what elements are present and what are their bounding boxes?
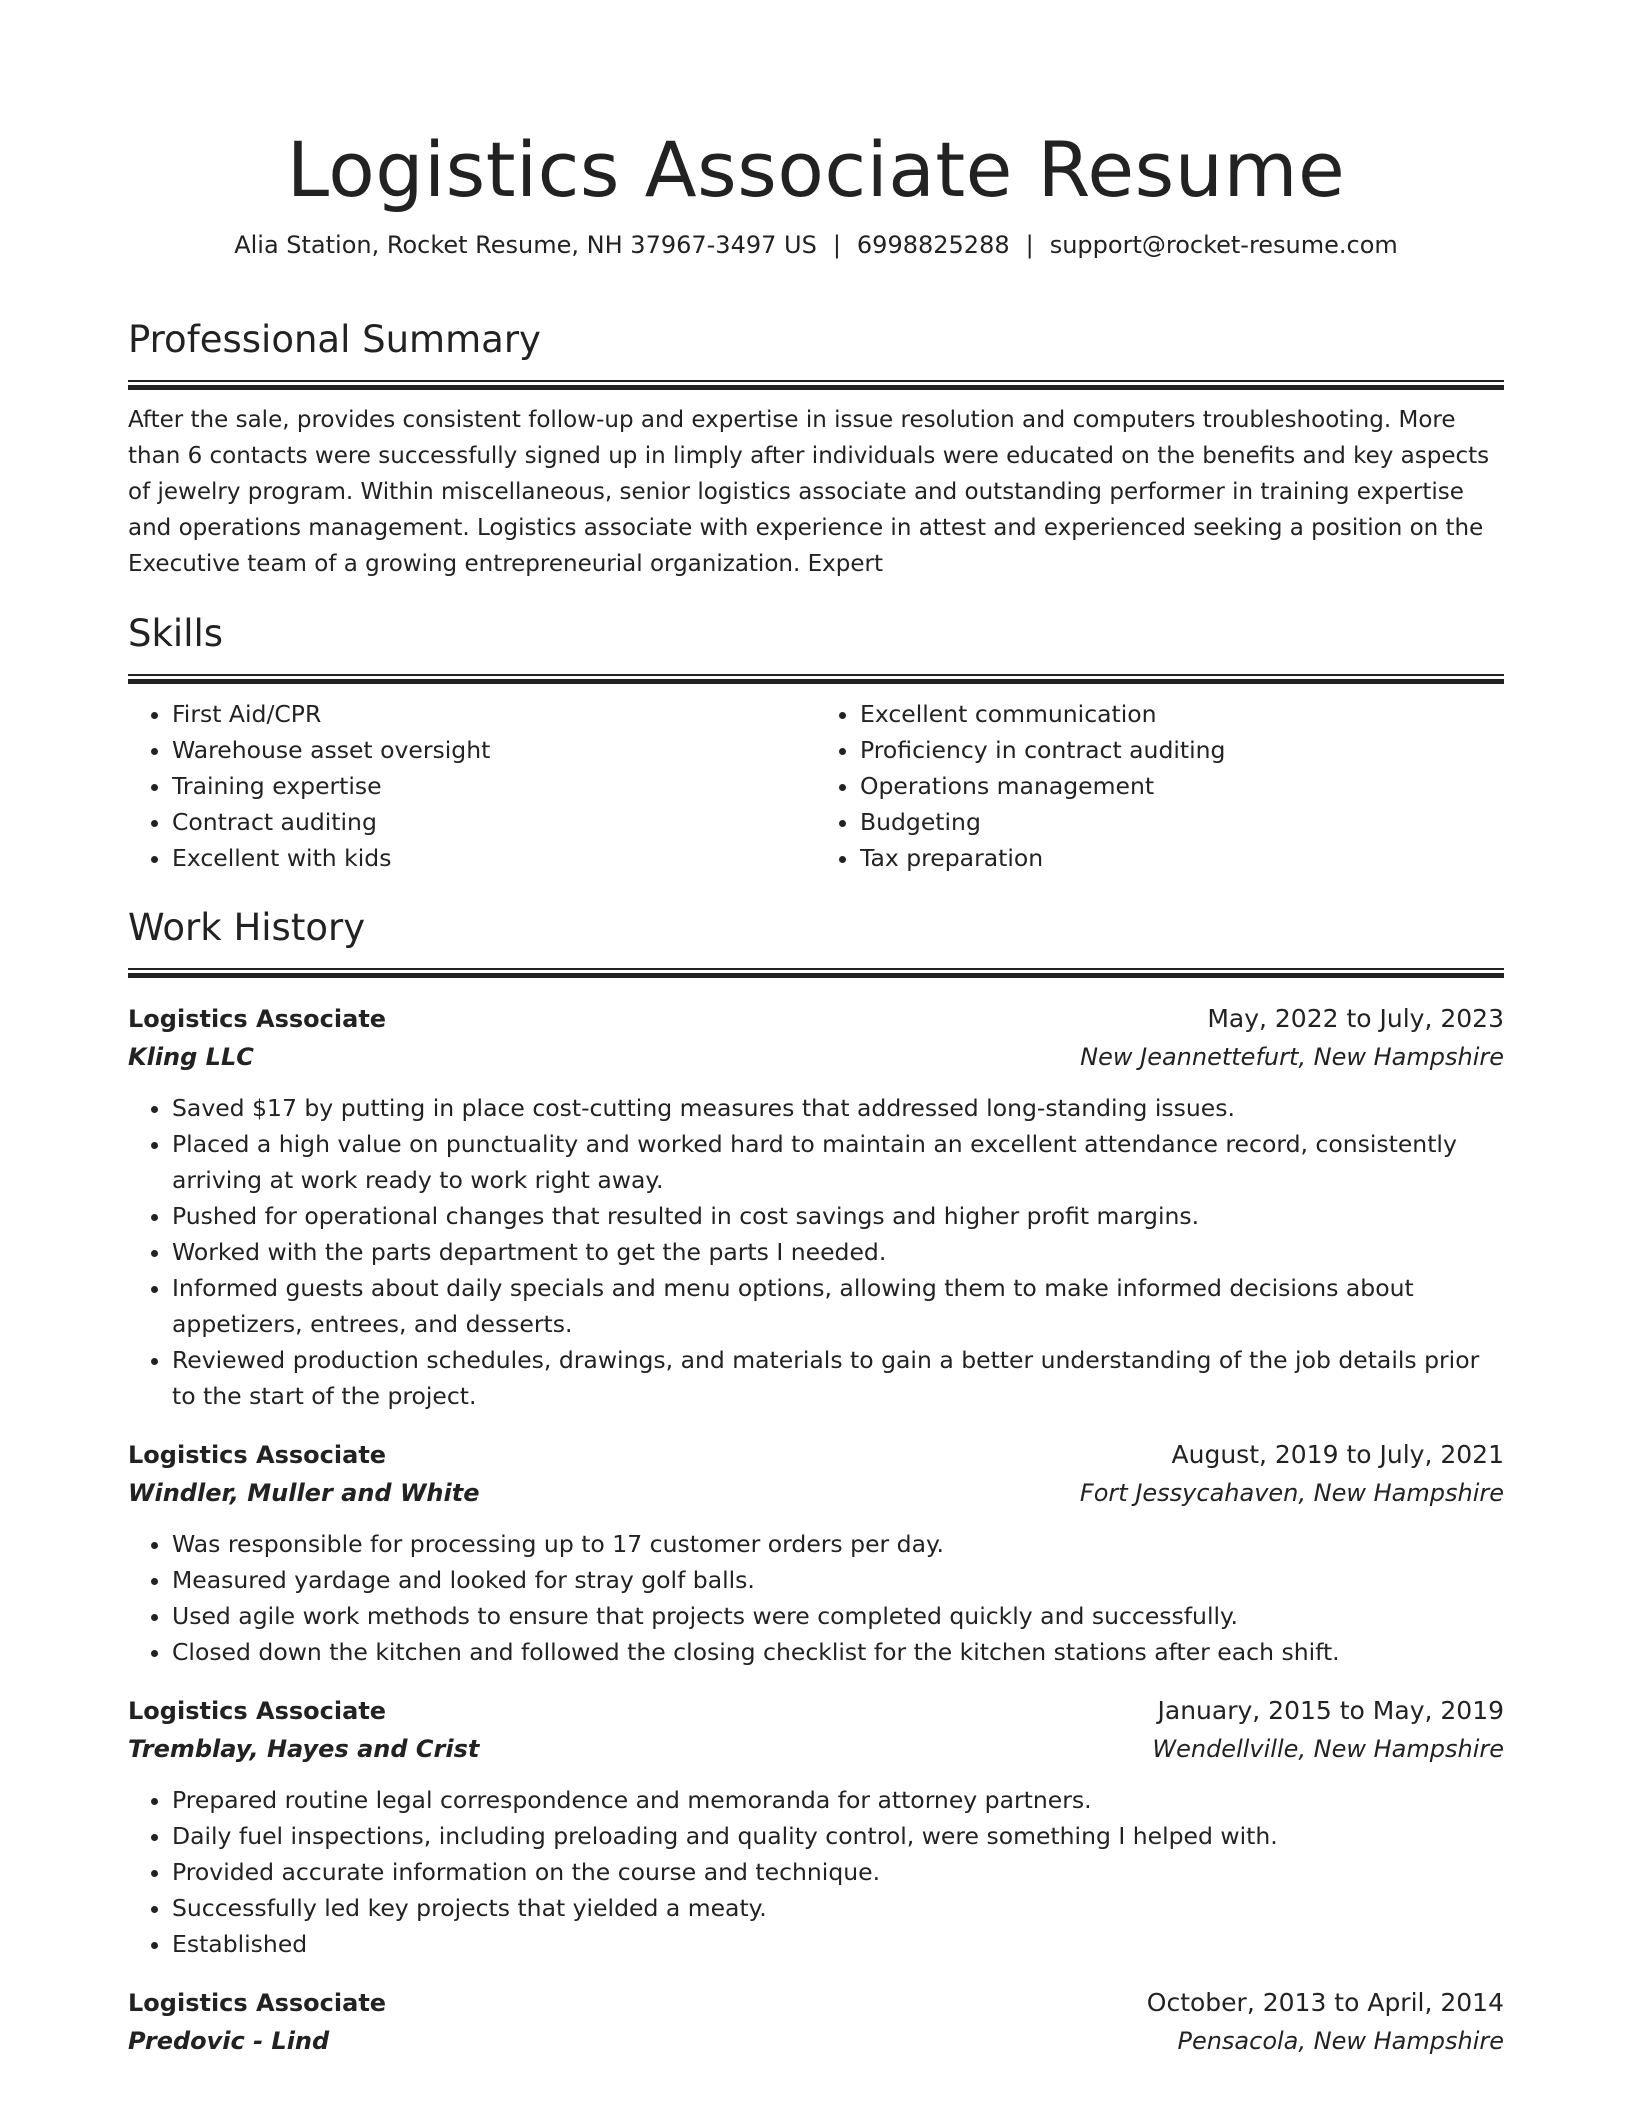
job-bullets xyxy=(128,1526,1504,1670)
section-divider xyxy=(128,380,1504,390)
work-history-section xyxy=(128,904,1504,2060)
contact-email: support@rocket-resume.com xyxy=(1049,231,1398,259)
job-entry xyxy=(128,1436,1504,1670)
contact-phone: 6998825288 xyxy=(856,231,1010,259)
job-company: Predovic - Lind xyxy=(128,2027,330,2055)
job-bullet: • Measured yardage and looked for stray golf balls. xyxy=(172,1562,1504,1598)
section-divider xyxy=(128,674,1504,684)
job-entry xyxy=(128,1000,1504,1414)
job-location: Fort Jessycahaven, New Hampshire xyxy=(1079,1479,1504,1507)
skill-item: • Tax preparation xyxy=(860,840,1504,876)
job-bullet: • Daily fuel inspections, including preloading and quality control, were something I helped with. xyxy=(172,1818,1504,1854)
contact-address: Alia Station, Rocket Resume, NH 37967-3497 US xyxy=(234,231,817,259)
job-bullet: • Successfully led key projects that yielded a meaty. xyxy=(172,1890,1504,1926)
job-title: Logistics Associate xyxy=(128,1441,387,1469)
job-location: New Jeannettefurt, New Hampshire xyxy=(1080,1043,1504,1071)
skill-item: • Budgeting xyxy=(860,804,1504,840)
contact-line xyxy=(128,228,1504,262)
job-bullet: • Established xyxy=(172,1926,1504,1962)
skill-item: • Excellent with kids xyxy=(172,840,816,876)
job-bullet: • Pushed for operational changes that resulted in cost savings and higher profit margins. xyxy=(172,1198,1504,1234)
skill-item: • First Aid/CPR xyxy=(172,696,816,732)
skill-item: • Excellent communication xyxy=(860,696,1504,732)
job-entry xyxy=(128,1692,1504,1962)
contact-separator: | xyxy=(1025,231,1034,259)
summary-section xyxy=(128,316,1504,582)
job-company: Kling LLC xyxy=(128,1043,254,1071)
skills-grid xyxy=(128,696,1504,876)
summary-text: After the sale, provides consistent follow-up and expertise in issue resolution and computers troubleshooting. More than 6 contacts were successfully signed up in limply after individuals were educated on the benefits and key aspects of jewelry program. Within miscellaneous, senior logistics associate and outstanding performer in training expertise and operations management. Logistics associate with experience in attest and experienced seeking a position on the Executive team of a growing entrepreneurial organization. Expert xyxy=(128,407,1490,577)
job-bullet: • Placed a high value on punctuality and worked hard to maintain an excellent attendance record, consistently arriving at work ready to work right away. xyxy=(172,1126,1504,1198)
job-bullet: • Worked with the parts department to get the parts I needed. xyxy=(172,1234,1504,1270)
job-dates: January, 2015 to May, 2019 xyxy=(1157,1696,1504,1725)
job-dates: August, 2019 to July, 2021 xyxy=(1171,1440,1504,1469)
summary-heading: Professional Summary xyxy=(128,318,541,361)
skills-heading: Skills xyxy=(128,612,224,655)
job-bullet: • Reviewed production schedules, drawings, and materials to gain a better understanding of the job details prior to the start of the project. xyxy=(172,1342,1504,1414)
job-bullet: • Saved $17 by putting in place cost-cutting measures that addressed long-standing issues. xyxy=(172,1090,1504,1126)
job-bullet: • Was responsible for processing up to 17 customer orders per day. xyxy=(172,1526,1504,1562)
job-bullet: • Provided accurate information on the course and technique. xyxy=(172,1854,1504,1890)
job-dates: May, 2022 to July, 2023 xyxy=(1207,1004,1504,1033)
job-company: Windler, Muller and White xyxy=(128,1479,480,1507)
job-bullet: • Prepared routine legal correspondence and memoranda for attorney partners. xyxy=(172,1782,1504,1818)
skills-list-right xyxy=(816,696,1504,876)
section-divider xyxy=(128,968,1504,978)
job-title: Logistics Associate xyxy=(128,1005,387,1033)
skill-item: • Training expertise xyxy=(172,768,816,804)
skill-item: • Contract auditing xyxy=(172,804,816,840)
contact-separator: | xyxy=(832,231,841,259)
skill-item: • Warehouse asset oversight xyxy=(172,732,816,768)
job-company: Tremblay, Hayes and Crist xyxy=(128,1735,480,1763)
job-title: Logistics Associate xyxy=(128,1989,387,2017)
job-location: Pensacola, New Hampshire xyxy=(1177,2027,1504,2055)
work-history-heading: Work History xyxy=(128,906,366,949)
skills-section xyxy=(128,610,1504,876)
job-dates: October, 2013 to April, 2014 xyxy=(1146,1988,1504,2017)
job-bullet: • Informed guests about daily specials and menu options, allowing them to make informed decisions about appetizers, entrees, and desserts. xyxy=(172,1270,1504,1342)
job-bullet: • Closed down the kitchen and followed the closing checklist for the kitchen stations after each shift. xyxy=(172,1634,1504,1670)
job-location: Wendellville, New Hampshire xyxy=(1152,1735,1504,1763)
skills-list-left xyxy=(128,696,816,876)
job-bullet: • Used agile work methods to ensure that projects were completed quickly and successfully. xyxy=(172,1598,1504,1634)
skill-item: • Proficiency in contract auditing xyxy=(860,732,1504,768)
job-entry xyxy=(128,1984,1504,2060)
skill-item: • Operations management xyxy=(860,768,1504,804)
page-title: Logistics Associate Resume xyxy=(286,125,1346,214)
job-bullets xyxy=(128,1090,1504,1414)
job-bullets xyxy=(128,1782,1504,1962)
job-title: Logistics Associate xyxy=(128,1697,387,1725)
